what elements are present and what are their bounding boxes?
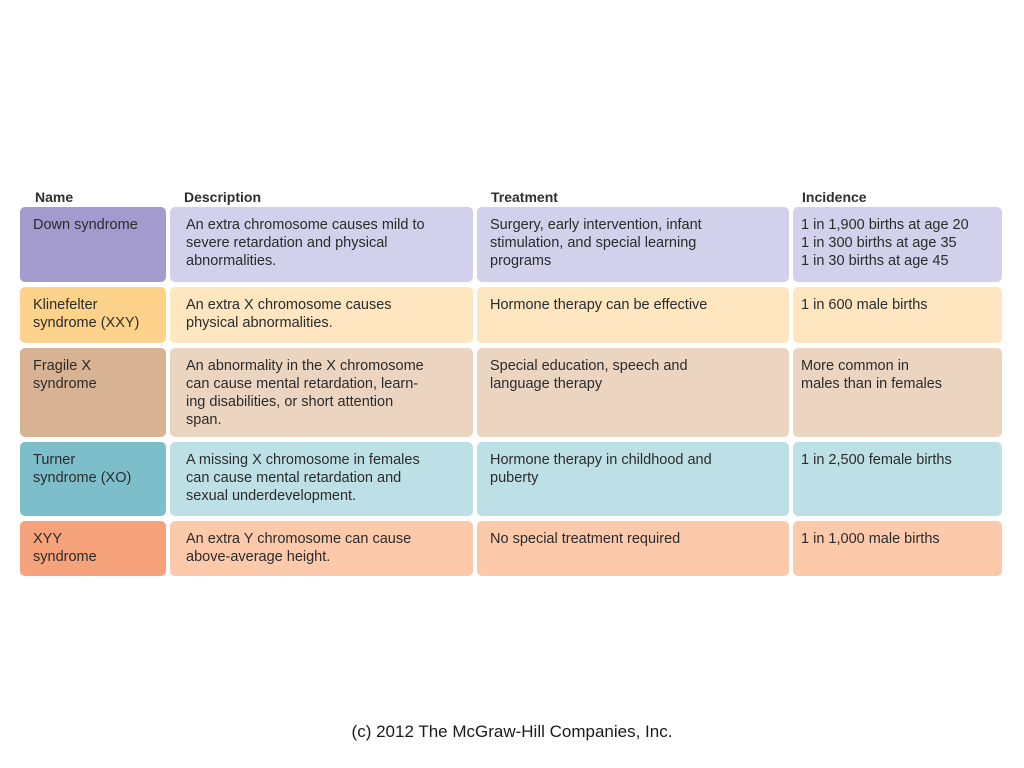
header-incidence: Incidence	[802, 189, 867, 205]
cell-treatment: No special treatment required	[477, 521, 789, 576]
cell-name: Klinefelter syndrome (XXY)	[20, 287, 166, 343]
cell-treatment: Surgery, early intervention, infant stimulation, and special learning programs	[477, 207, 789, 282]
cell-treatment: Hormone therapy can be effective	[477, 287, 789, 343]
header-name: Name	[35, 189, 74, 205]
cell-description: An extra X chromosome causes physical abnormalities.	[170, 287, 473, 343]
cell-incidence: 1 in 600 male births	[793, 287, 1002, 343]
cell-incidence: More common in males than in females	[793, 348, 1002, 437]
header-description: Description	[184, 189, 262, 205]
cell-description: A missing X chromosome in females can cause mental retardation and sexual underdevelopment.	[170, 442, 473, 516]
header-treatment: Treatment	[491, 189, 558, 205]
cell-description: An extra Y chromosome can cause above-average height.	[170, 521, 473, 576]
cell-treatment: Special education, speech and language therapy	[477, 348, 789, 437]
cell-incidence: 1 in 2,500 female births	[793, 442, 1002, 516]
copyright-notice: (c) 2012 The McGraw-Hill Companies, Inc.	[351, 722, 673, 741]
cell-incidence: 1 in 1,000 male births	[793, 521, 1002, 576]
cell-description: An abnormality in the X chromosome can cause mental retardation, learn- ing disabilities, or short attention span.	[170, 348, 473, 437]
cell-incidence: 1 in 1,900 births at age 20 1 in 300 births at age 35 1 in 30 births at age 45	[793, 207, 1002, 282]
cell-name: XYY syndrome	[20, 521, 166, 576]
cell-name: Down syndrome	[20, 207, 166, 282]
cell-description: An extra chromosome causes mild to severe retardation and physical abnormalities.	[170, 207, 473, 282]
cell-name: Turner syndrome (XO)	[20, 442, 166, 516]
cell-name: Fragile X syndrome	[20, 348, 166, 437]
cell-treatment: Hormone therapy in childhood and puberty	[477, 442, 789, 516]
